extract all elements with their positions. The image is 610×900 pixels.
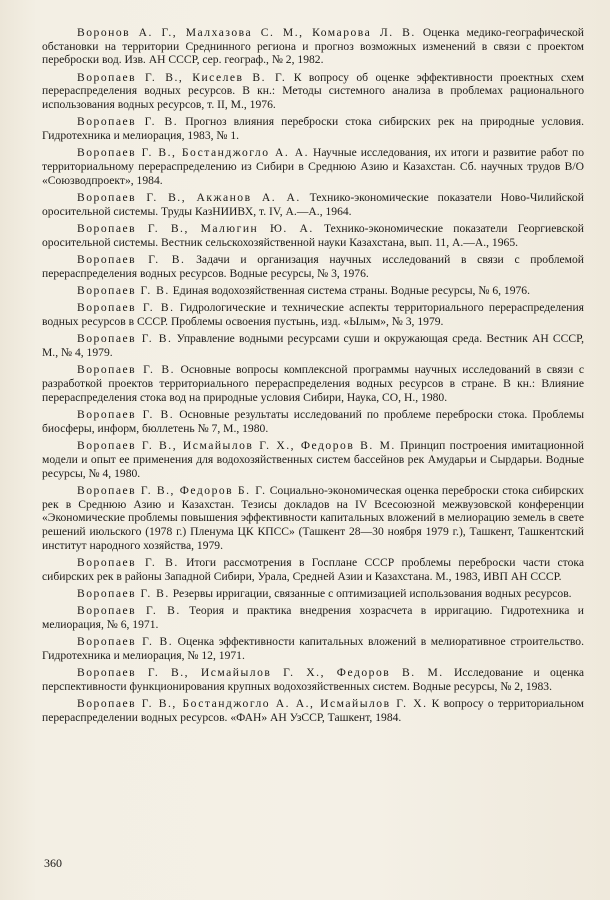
- reference-authors: Воронов А. Г., Малхазова С. М., Комарова Л. В.: [77, 26, 416, 39]
- reference-text: Резервы ирригации, связанные с оптимизацией использования водных ресурсов.: [169, 586, 572, 600]
- reference-entry: [42, 115, 584, 142]
- reference-list: [42, 26, 584, 728]
- reference-authors: Воропаев Г. В.: [77, 284, 170, 298]
- reference-text: Оценка медико-географической обстановки на территории Среднинного региона и прогноз возможных изменений в связи с проектом переброски вод. Изв. АН СССР, сер. географ., № 2, 1982.: [42, 26, 584, 67]
- reference-text: Технико-экономические показатели Георгиевской оросительной системы. Вестник сельскохозяйственной науки Казахстана, вып. 11, А.—А., 1965.: [42, 222, 584, 249]
- reference-entry: [42, 484, 584, 553]
- reference-text: Принцип построения имитационной модели и опыт ее применения для водохозяйственных систем бассейнов рек Амударьи и Сырдарьи. Водные ресурсы, № 4, 1980.: [42, 439, 584, 480]
- reference-text: К вопросу об оценке эффективности проектных схем перераспределения водных ресурсов. В кн.: Методы системного анализа в проблемах рационального использования водных ресурсов, т. II, М., 1976.: [42, 70, 584, 112]
- reference-authors: Воропаев Г. В.: [77, 332, 173, 346]
- reference-text: Гидрологические и технические аспекты территориального перераспределения водных ресурсов в СССР. Проблемы освоения пустынь, изд. «Ылым», № 3, 1979.: [42, 301, 584, 329]
- reference-entry: [42, 363, 584, 404]
- reference-authors: Воропаев Г. В.: [77, 115, 179, 129]
- reference-entry: [42, 697, 584, 724]
- reference-authors: Воропаев Г. В.: [77, 555, 179, 569]
- reference-text: Прогноз влияния переброски стока сибирских рек на природные условия. Гидротехника и мелиорация, 1983, № 1.: [42, 115, 584, 143]
- reference-entry: [42, 146, 584, 187]
- reference-text: Технико-экономические показатели Ново-Чилийской оросительной системы. Труды КазНИИВХ, т. IV, А.—А., 1964.: [42, 191, 584, 218]
- reference-entry: [42, 301, 584, 328]
- reference-entry: [42, 635, 584, 662]
- reference-entry: [42, 71, 584, 112]
- reference-text: Основные вопросы комплексной программы научных исследований в связи с разработкой проектов территориального перераспределения водных ресурсов в стране. В кн.: Влияние перераспределения стока вод на природные условия Сибири, Наука, СО, Н., 1980.: [42, 363, 584, 404]
- reference-entry: [42, 666, 584, 693]
- reference-authors: Воропаев Г. В.: [77, 604, 181, 618]
- reference-text: Теория и практика внедрения хозрасчета в ирригацию. Гидротехника и мелиорация, № 6, 1971.: [42, 604, 584, 631]
- reference-entry: [42, 604, 584, 631]
- reference-text: Социально-экономическая оценка переброски стока сибирских рек в Среднюю Азию и Казахстан. Тезисы докладов на IV Всесоюзной межвузовской конференции «Экономические проблемы повышения эффективности капитальных вложений в мелиорацию земель в свете решений июльского (1978 г.) Пленума ЦК КПСС» (Ташкент 28—30 ноября 1979 г.), Ташкент, Ташкентский институт народного хозяйства, 1979.: [42, 483, 584, 552]
- reference-authors: Воропаев Г. В.: [77, 635, 174, 649]
- reference-entry: [42, 191, 584, 218]
- reference-text: Оценка эффективности капитальных вложений в мелиоративное строительство. Гидротехника и мелиорация, № 12, 1971.: [42, 635, 584, 662]
- reference-authors: Воропаев Г. В., Бостанджогло А. А.: [77, 146, 310, 160]
- reference-authors: Воропаев Г. В.: [77, 586, 170, 600]
- reference-entry: [42, 439, 584, 480]
- reference-text: Научные исследования, их итоги и развитие работ по территориальному перераспределению из Сибири в Среднюю Азию и Казахстан. Сб. научных трудов В/О «Союзводпроект», 1984.: [42, 146, 584, 187]
- reference-authors: Воропаев Г. В.: [77, 301, 175, 315]
- reference-authors: Воропаев Г. В., Исмайылов Г. Х., Федоров В. М.: [77, 439, 396, 453]
- reference-authors: Воропаев Г. В., Исмайылов Г. Х., Федоров В. М.: [77, 666, 444, 680]
- page-number: 360: [44, 856, 62, 870]
- reference-text: Итоги рассмотрения в Госплане СССР проблемы переброски части стока сибирских рек в районы Западной Сибири, Урала, Средней Азии и Казахстана. М., 1983, ИВП АН СССР.: [42, 555, 584, 583]
- reference-authors: Воропаев Г. В.: [77, 363, 176, 377]
- reference-entry: [42, 284, 584, 298]
- reference-entry: [42, 556, 584, 583]
- reference-text: Задачи и организация научных исследований в связи с проблемой перераспределения водных ресурсов. Водные ресурсы, № 3, 1976.: [42, 253, 584, 280]
- reference-authors: Воропаев Г. В., Акжанов А. А.: [77, 191, 301, 205]
- reference-entry: [42, 332, 584, 359]
- reference-authors: Воропаев Г. В., Федоров Б. Г.: [77, 483, 267, 497]
- reference-authors: Воропаев Г. В., Малюгин Ю. А.: [77, 222, 314, 236]
- reference-entry: [42, 253, 584, 280]
- reference-text: К вопросу о территориальном перераспределении водных ресурсов. «ФАН» АН УзССР, Ташкент, 1984.: [42, 697, 584, 724]
- reference-authors: Воропаев Г. В.: [77, 408, 175, 422]
- reference-authors: Воропаев Г. В.: [77, 253, 186, 267]
- reference-entry: [42, 222, 584, 249]
- reference-text: Управление водными ресурсами суши и окружающая среда. Вестник АН СССР, М., № 4, 1979.: [42, 332, 584, 360]
- reference-authors: Воропаев Г. В., Бостанджогло А. А., Исмайылов Г. Х.: [77, 697, 428, 711]
- reference-text: Исследование и оценка перспективности функционирования крупных водохозяйственных систем. Водные ресурсы, № 2, 1983.: [42, 666, 584, 693]
- reference-text: Основные результаты исследований по проблеме переброски стока. Проблемы биосферы, информ, бюллетень № 7, М., 1980.: [42, 408, 584, 435]
- reference-entry: [42, 587, 584, 601]
- reference-authors: Воропаев Г. В., Киселев В. Г.: [77, 70, 287, 84]
- reference-entry: [42, 408, 584, 435]
- reference-text: Единая водохозяйственная система страны. Водные ресурсы, № 6, 1976.: [169, 284, 530, 298]
- reference-entry: [42, 26, 584, 67]
